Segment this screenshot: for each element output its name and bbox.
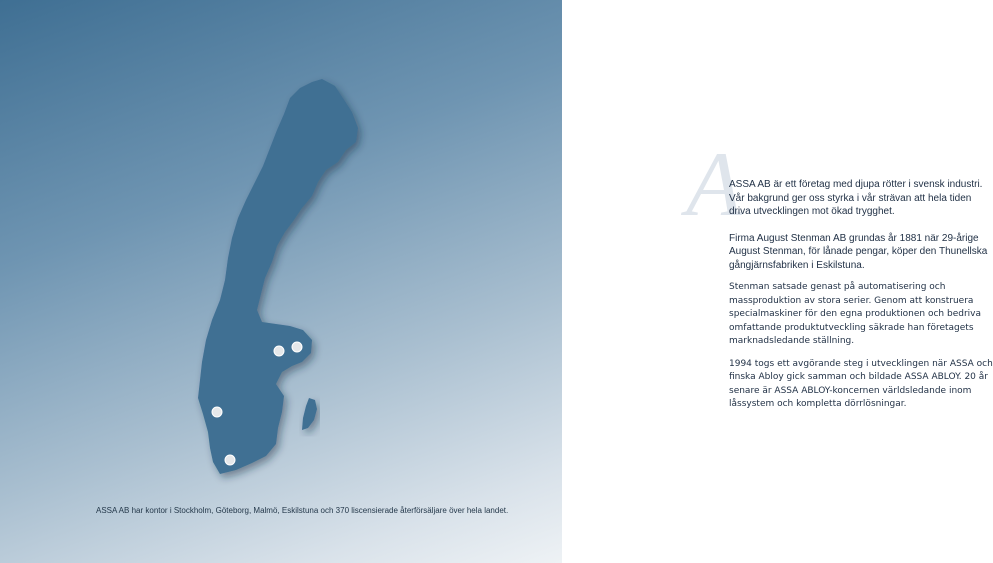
text-line: ASSA AB är ett företag med djupa rötter i svensk industri. — [729, 179, 983, 190]
decorative-initial: A — [686, 133, 743, 235]
text-line: marknadsledande ställning. — [729, 336, 855, 346]
location-marker-goteborg — [212, 407, 222, 417]
paragraph-merger — [729, 358, 993, 412]
text-line: omfattande produktutveckling säkrade han företagets — [729, 322, 974, 333]
sweden-mainland-shape — [198, 79, 358, 474]
paragraph-automation — [729, 281, 981, 349]
location-marker-eskilstuna — [274, 346, 284, 356]
text-line: låssystem och kompletta dörrlösningar. — [729, 399, 907, 409]
gotland-island-shape — [302, 398, 317, 430]
paragraph-founding — [729, 232, 988, 273]
text-line: senare är ASSA ABLOY-koncernen världsledande inom — [729, 385, 972, 396]
text-line: massproduktion av stora serier. Genom att konstruera — [729, 295, 974, 306]
text-line: Stenman satsade genast på automatisering och — [729, 282, 946, 292]
text-line: finska Abloy gick samman och bildade ASSA ABLOY. 20 år — [729, 372, 988, 382]
text-line: Vår bakgrund ger oss styrka i vår strävan att hela tiden — [729, 192, 972, 204]
text-line: Firma August Stenman AB grundas år 1881 när 29-årige — [729, 232, 979, 244]
location-marker-stockholm — [292, 342, 302, 352]
article-text — [729, 178, 993, 421]
location-marker-malmo — [225, 455, 235, 465]
map-caption: ASSA AB har kontor i Stockholm, Göteborg, Malmö, Eskilstuna och 370 liscensierade återförsäljare över hela landet. — [96, 506, 509, 515]
text-line: August Stenman, för lånade pengar, köper den Thunellska — [729, 246, 988, 257]
text-line: specialmaskiner för den egna produktionen och bedriva — [729, 309, 981, 319]
text-line: 1994 togs ett avgörande steg i utvecklingen när ASSA och — [729, 358, 993, 369]
text-line: gångjärnsfabriken i Eskilstuna. — [729, 259, 865, 271]
text-line: driva utvecklingen mot ökad trygghet. — [729, 206, 895, 217]
paragraph-intro — [729, 178, 983, 219]
